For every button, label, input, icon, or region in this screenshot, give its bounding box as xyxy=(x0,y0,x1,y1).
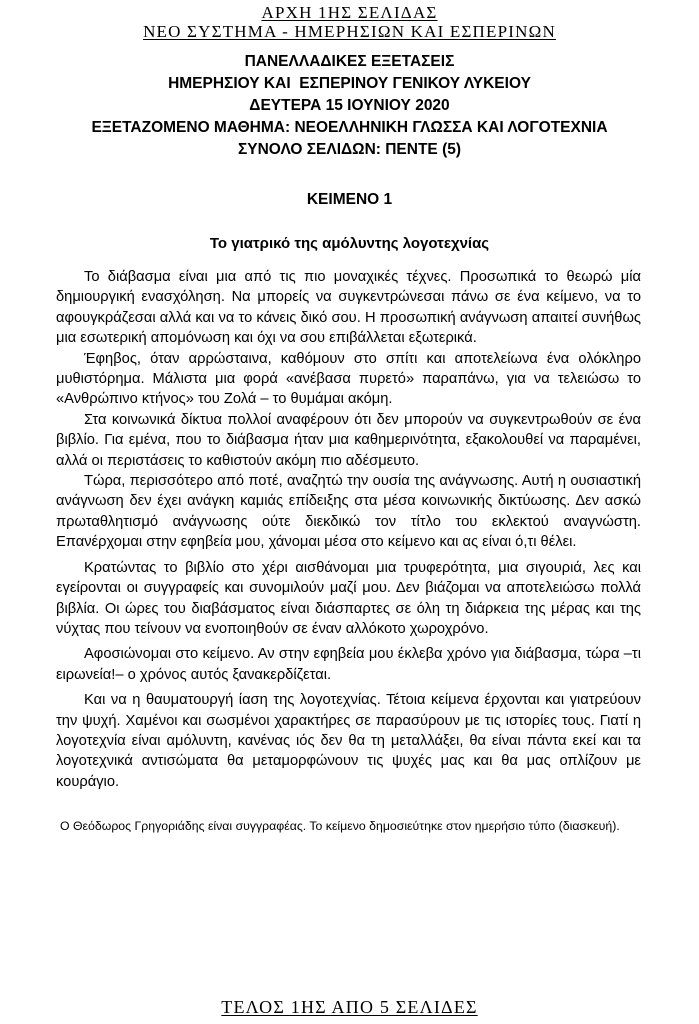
school-type: ΗΜΕΡΗΣΙΟΥ ΚΑΙ ΕΣΠΕΡΙΝΟΥ ΓΕΝΙΚΟΥ ΛΥΚΕΙΟΥ xyxy=(168,75,531,92)
paragraph: Το διάβασμα είναι μια από τις πιο μοναχικές τέχνες. Προσωπικά το θεωρώ μία δημιουργική ενασχόληση. Να μπορείς να συγκεντρώνεσαι πάνω σε ένα κείμενο, να το αφουγκράζεσαι αλλά και να το κάνεις δικό σου. Η προσωπική ανάγνωση απαιτεί συνήθως μια εσωτερική απομόνωση και όχι να σου επιβάλλεται εξωτερικά. xyxy=(56,269,641,347)
paragraph: Αφοσιώνομαι στο κείμενο. Αν στην εφηβεία μου έκλεβα χρόνο για διάβασμα, τώρα –τι ειρωνεία!– ο χρόνος αυτός ξανακερδίζεται. xyxy=(56,646,641,683)
exam-subject: ΕΞΕΤΑΖΟΜΕΝΟ ΜΑΘΗΜΑ: ΝΕΟΕΛΛΗΝΙΚΗ ΓΛΩΣΣΑ ΚΑΙ ΛΟΓΟΤΕΧΝΙΑ xyxy=(91,119,608,136)
page-header xyxy=(0,3,699,41)
exam-header xyxy=(0,51,699,161)
article-title: Το γιατρικό της αμόλυντης λογοτεχνίας xyxy=(209,235,490,252)
page-footer: ΤΕΛΟΣ 1ΗΣ ΑΠΟ 5 ΣΕΛΙΔΕΣ xyxy=(221,997,478,1017)
paragraph: Τώρα, περισσότερο από ποτέ, αναζητώ την ουσία της ανάγνωσης. Αυτή η ουσιαστική ανάγνωση δεν έχει ανάγκη καμιάς επίδειξης στα μέσα κοινωνικής δικτύωσης. Δεν ασκώ πρωταθλητισμό ανάγνωσης ούτε διεκδικώ τον τίτλο του εκλεκτού αναγνώστη. Επανέρχομαι στην εφηβεία μου, χάνομαι μέσα στο κείμενο και ας είναι ό,τι θέλει. xyxy=(56,473,641,551)
source-note: Ο Θεόδωρος Γρηγοριάδης είναι συγγραφέας. Το κείμενο δημοσιεύτηκε στον ημερήσιο τύπο (διασκευή). xyxy=(60,819,620,833)
paragraph: Και να η θαυματουργή ίαση της λογοτεχνίας. Τέτοια κείμενα έρχονται και γιατρεύουν την ψυχή. Χαμένοι και σωσμένοι χαρακτήρες σε παρασύρουν με τις ιστορίες τους. Γιατί η λογοτεχνία είναι αμόλυντη, κανένας ιός δεν θα τη μεταλλάξει, θα είναι πάντα εκεί και τα λογοτεχνικά αντισώματα θα μεταμορφώνουν τις ψυχές μας και θα μας οπλίζουν με κουράγιο. xyxy=(56,692,641,790)
exam-title: ΠΑΝΕΛΛΑΔΙΚΕΣ ΕΞΕΤΑΣΕΙΣ xyxy=(244,53,455,70)
system-label: ΝΕΟ ΣΥΣΤΗΜΑ - ΗΜΕΡΗΣΙΩΝ ΚΑΙ ΕΣΠΕΡΙΝΩΝ xyxy=(143,22,556,41)
paragraph: Κρατώντας το βιβλίο στο χέρι αισθάνομαι μια τρυφερότητα, μια σιγουριά, λες και εγείρονται οι συγγραφείς και συνομιλούν μαζί μου. Δεν βιάζομαι να αποτελειώσω πολλά βιβλία. Οι ώρες του διαβάσματος είναι διάσπαρτες σε όλη τη διάρκεια της μέρας και της νύχτας που τείνουν να ενοποιηθούν σε έναν αλλόκοτο χωροχρόνο. xyxy=(56,559,641,637)
paragraph: Στα κοινωνικά δίκτυα πολλοί αναφέρουν ότι δεν μπορούν να συγκεντρωθούν σε ένα βιβλίο. Για εμένα, που το διάβασμα ήταν μια καθημερινότητα, εξακολουθεί να παραμένει, αλλά οι περιστάσεις το καθιστούν ακόμη πιο αδέσμευτο. xyxy=(56,411,641,469)
paragraph: Έφηβος, όταν αρρώσταινα, καθόμουν στο σπίτι και αποτελείωνα ένα ολόκληρο μυθιστόρημα. Μάλιστα μια φορά «ανέβασα πυρετό» παραπάνω, για να τελειώσω το «Ανθρώπινο κτήνος» του Ζολά – το θυμάμαι ακόμη. xyxy=(56,350,641,408)
section-title: ΚΕΙΜΕΝΟ 1 xyxy=(306,191,393,208)
page-start-label: ΑΡΧΗ 1ΗΣ ΣΕΛΙΔΑΣ xyxy=(261,3,438,22)
page-count: ΣΥΝΟΛΟ ΣΕΛΙΔΩΝ: ΠΕΝΤΕ (5) xyxy=(237,141,462,158)
exam-date: ΔΕΥΤΕΡΑ 15 ΙΟΥΝΙΟΥ 2020 xyxy=(249,97,450,114)
article-body xyxy=(56,267,641,797)
